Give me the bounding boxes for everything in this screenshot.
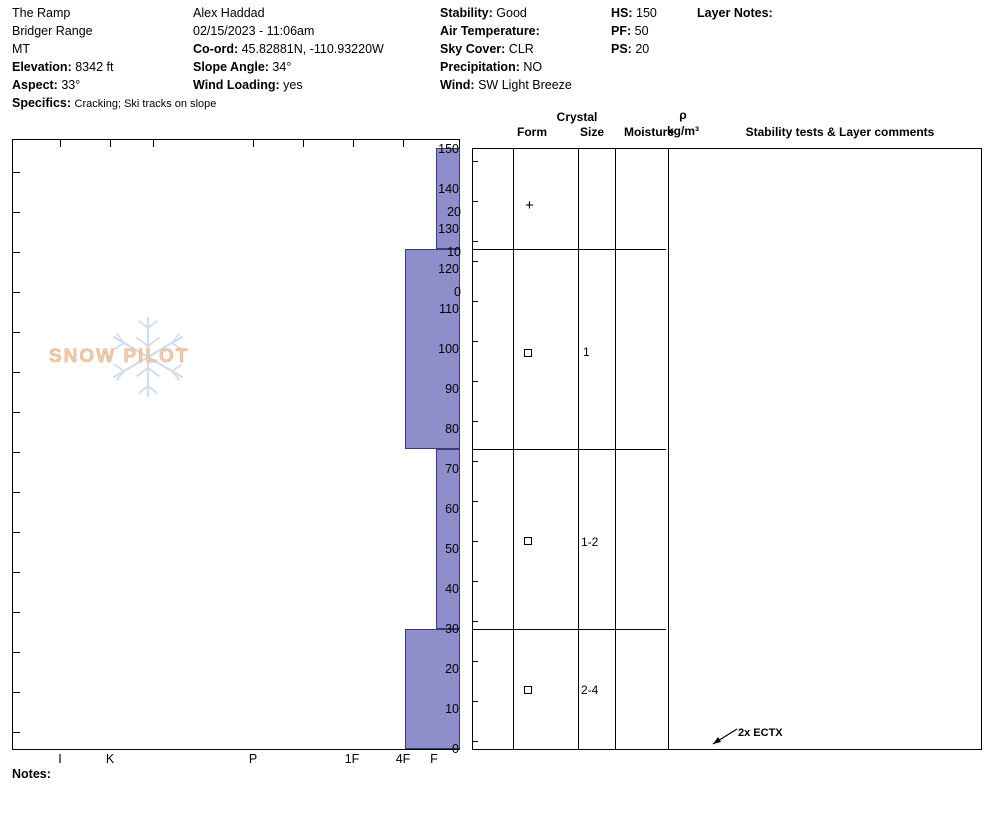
- density-units-title: kg/m³: [666, 124, 699, 138]
- grain-size-layer-4: 2-4: [581, 683, 599, 697]
- grain-gutter-tick: [473, 161, 478, 162]
- grain-form-glyph-layer-2: [524, 349, 532, 357]
- hardness-label-i: I: [58, 752, 62, 766]
- grain-gutter-tick: [473, 241, 478, 242]
- grain-gutter-tick: [473, 541, 478, 542]
- wind-loading-value: yes: [283, 78, 303, 92]
- stability-row: [440, 4, 527, 22]
- coordinates-label: Co-ord:: [193, 42, 239, 56]
- specifics-value: Cracking; Ski tracks on slope: [74, 98, 217, 110]
- site-name: The Ramp: [12, 6, 71, 20]
- height-label-70: 70: [445, 462, 459, 476]
- test-pointer-arrow: [711, 725, 741, 747]
- height-label-120: 120: [438, 262, 459, 276]
- elevation-row: [12, 58, 113, 76]
- ps-value: 20: [635, 42, 650, 56]
- air-temperature-label: Air Temperature:: [440, 24, 540, 38]
- grain-form-glyph-layer-1: +: [525, 197, 534, 214]
- state: MT: [12, 42, 31, 56]
- precipitation-label: Precipitation:: [440, 60, 520, 74]
- left-edge-tick: [13, 452, 20, 453]
- grain-gutter-tick: [473, 741, 478, 742]
- penetration-ski-row: [611, 40, 649, 58]
- aspect-label: Aspect:: [12, 78, 58, 92]
- precipitation-value: NO: [523, 60, 543, 74]
- wind-row: [440, 76, 572, 94]
- coordinates-row: [193, 40, 384, 58]
- grain-gutter-tick: [473, 581, 478, 582]
- height-label-110: 110: [439, 302, 459, 316]
- grain-gutter-tick: [473, 621, 478, 622]
- pf-value: 50: [634, 24, 649, 38]
- layer-table-grid: [472, 148, 982, 750]
- sky-cover-value: CLR: [508, 42, 534, 56]
- hardness-label-f: F: [430, 752, 438, 766]
- hs-label: HS:: [611, 6, 633, 20]
- crystal-column-title: Crystal: [556, 110, 598, 124]
- height-label-130: 130: [438, 222, 459, 236]
- grain-gutter-tick: [473, 661, 478, 662]
- snowpilot-watermark: [41, 312, 226, 402]
- layer-boundary-125cm: [473, 249, 666, 250]
- height-label-150: 150: [438, 142, 459, 156]
- hardness-profile-panel: [12, 139, 460, 750]
- notes-row: [12, 767, 51, 781]
- grid-divider-moisture-density: [668, 149, 669, 749]
- hardness-label-4f: 4F: [395, 752, 411, 766]
- left-edge-tick: [13, 252, 20, 253]
- left-edge-tick: [13, 732, 20, 733]
- aspect-value: 33°: [61, 78, 81, 92]
- wind-loading-label: Wind Loading:: [193, 78, 280, 92]
- size-column-title: Size: [579, 125, 604, 139]
- top-tick-k: [110, 140, 111, 147]
- ps-label: PS:: [611, 42, 632, 56]
- stability-value: Good: [496, 6, 527, 20]
- sky-cover-row: [440, 40, 534, 58]
- height-label-60: 60: [445, 502, 459, 516]
- density-symbol-title: ρ: [679, 108, 687, 122]
- grain-gutter-tick: [473, 201, 478, 202]
- left-edge-tick: [13, 652, 20, 653]
- height-tick-10: 10: [447, 245, 461, 259]
- height-label-20: 20: [445, 662, 459, 676]
- specifics-label: Specifics:: [12, 96, 72, 110]
- top-tick-p1f: [303, 140, 304, 147]
- left-edge-tick: [13, 492, 20, 493]
- aspect-row: [12, 76, 80, 94]
- layer-notes-label: Layer Notes:: [697, 6, 773, 20]
- left-edge-tick: [13, 292, 20, 293]
- air-temperature-row: [440, 22, 540, 40]
- sky-cover-label: Sky Cover:: [440, 42, 506, 56]
- wind-value: SW Light Breeze: [478, 78, 572, 92]
- hardness-label-1f: 1F: [344, 752, 360, 766]
- grain-gutter-tick: [473, 701, 478, 702]
- moisture-column-title: Moisture: [623, 125, 674, 139]
- height-label-10: 10: [445, 702, 459, 716]
- stability-label: Stability:: [440, 6, 493, 20]
- height-label-40: 40: [445, 582, 459, 596]
- height-label-80: 80: [445, 422, 459, 436]
- slope-angle-label: Slope Angle:: [193, 60, 269, 74]
- left-edge-tick: [13, 692, 20, 693]
- top-tick-p: [253, 140, 254, 147]
- watermark-text: SNOW PILOT: [49, 346, 190, 367]
- grain-size-layer-2: 1: [583, 345, 590, 359]
- observer-name: Alex Haddad: [193, 6, 265, 20]
- height-label-50: 50: [445, 542, 459, 556]
- left-edge-tick: [13, 172, 20, 173]
- precipitation-row: [440, 58, 542, 76]
- grain-gutter-tick: [473, 301, 478, 302]
- grain-form-glyph-layer-4: [524, 686, 532, 694]
- left-edge-tick: [13, 572, 20, 573]
- stability-test-label: 2x ECTX: [738, 727, 783, 739]
- wind-loading-row: [193, 76, 303, 94]
- form-column-title: Form: [517, 125, 547, 139]
- pf-label: PF:: [611, 24, 632, 38]
- hardness-label-k: K: [105, 752, 115, 766]
- specifics-row: [12, 94, 216, 113]
- height-label-0: 0: [452, 742, 459, 756]
- height-label-140: 140: [438, 182, 459, 196]
- height-tick-20: 20: [447, 205, 461, 219]
- top-tick-i: [60, 140, 61, 147]
- left-edge-tick: [13, 212, 20, 213]
- top-tick-kp: [153, 140, 154, 147]
- slope-angle-value: 34°: [272, 60, 292, 74]
- observation-datetime: 02/15/2023 - 11:06am: [193, 24, 315, 38]
- height-label-100: 100: [438, 342, 459, 356]
- left-edge-tick: [13, 532, 20, 533]
- left-edge-tick: [13, 612, 20, 613]
- top-tick-1f: [353, 140, 354, 147]
- hs-value: 150: [636, 6, 657, 20]
- layer-boundary-75cm: [473, 449, 666, 450]
- wind-label: Wind:: [440, 78, 475, 92]
- slope-angle-row: [193, 58, 291, 76]
- layer-boundary-30cm: [473, 629, 666, 630]
- grain-gutter-tick: [473, 261, 478, 262]
- grain-gutter-tick: [473, 421, 478, 422]
- grain-gutter-tick: [473, 461, 478, 462]
- top-tick-4f: [403, 140, 404, 147]
- grain-size-layer-3: 1-2: [581, 535, 599, 549]
- left-edge-tick: [13, 332, 20, 333]
- grain-gutter-tick: [473, 341, 478, 342]
- height-label-90: 90: [445, 382, 459, 396]
- coordinates-value: 45.82881N, -110.93220W: [241, 42, 384, 56]
- total-snow-height-row: [611, 4, 657, 22]
- height-label-30: 30: [445, 622, 459, 636]
- left-edge-tick: [13, 372, 20, 373]
- grain-gutter-tick: [473, 501, 478, 502]
- notes-label: Notes:: [12, 767, 51, 781]
- mountain-range: Bridger Range: [12, 24, 93, 38]
- penetration-foot-row: [611, 22, 649, 40]
- elevation-value: 8342 ft: [75, 60, 114, 74]
- elevation-label: Elevation:: [12, 60, 72, 74]
- height-tick-0: 0: [454, 285, 461, 299]
- hardness-label-p: P: [248, 752, 258, 766]
- stability-tests-column-title: Stability tests & Layer comments: [745, 125, 935, 139]
- grain-form-glyph-layer-3: [524, 537, 532, 545]
- grain-gutter-tick: [473, 381, 478, 382]
- left-edge-tick: [13, 412, 20, 413]
